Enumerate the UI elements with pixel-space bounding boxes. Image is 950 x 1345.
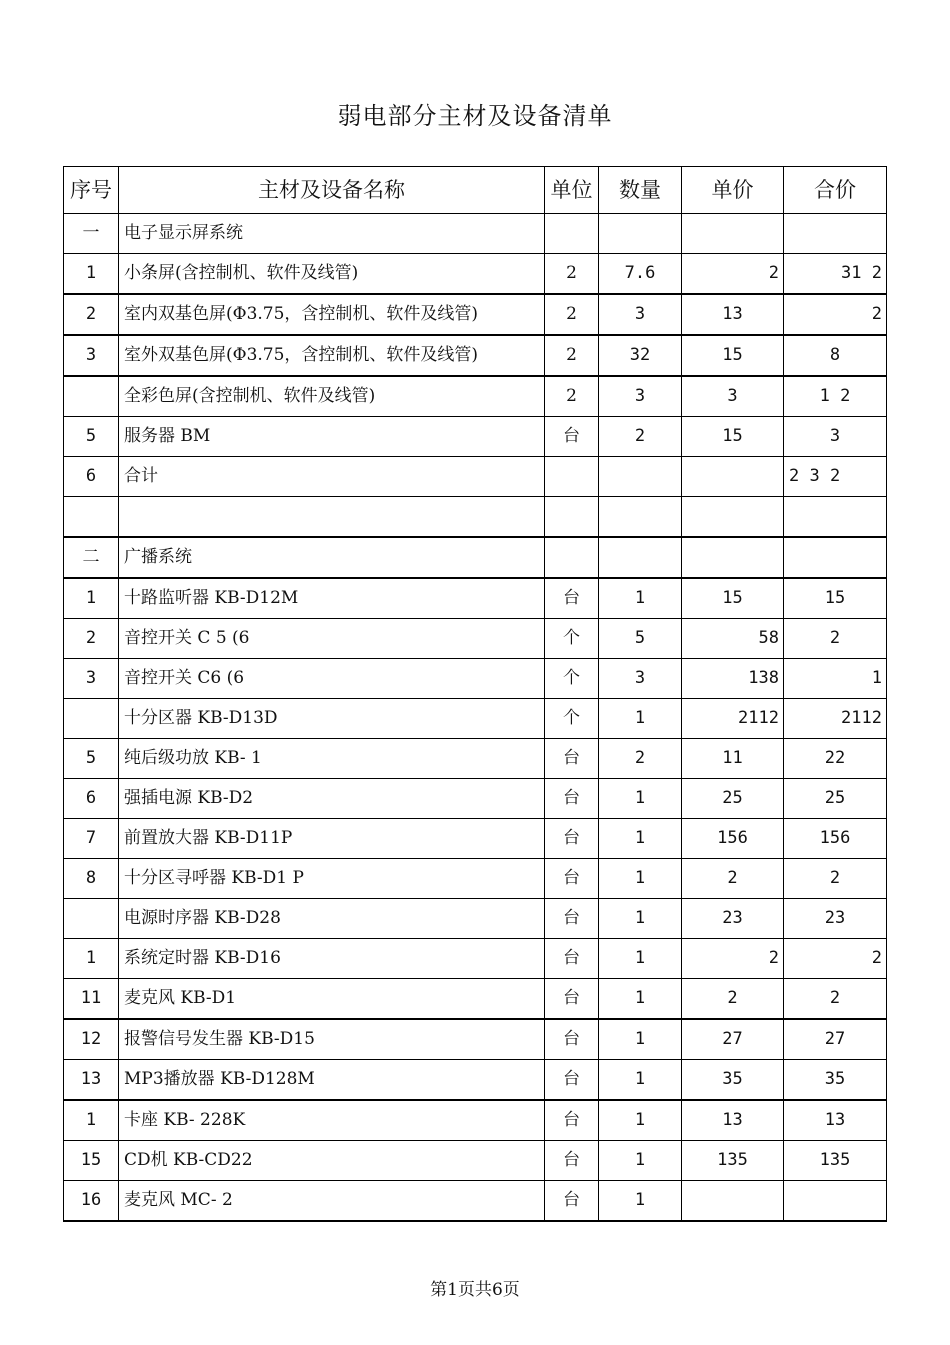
row-unit-price <box>682 497 784 538</box>
table-row <box>64 457 887 497</box>
row-quantity: 1 <box>599 1181 682 1222</box>
table-row <box>64 859 887 899</box>
row-unit-price: 135 <box>682 1141 784 1181</box>
row-total-price: 3 <box>784 417 887 457</box>
row-name: 广播系统 <box>119 537 545 578</box>
row-unit-price: 2 <box>682 254 784 295</box>
row-unit-price: 13 <box>682 1100 784 1141</box>
row-unit: 台 <box>545 979 599 1020</box>
row-unit-price: 15 <box>682 578 784 619</box>
table-row <box>64 254 887 295</box>
header-unit: 单位 <box>545 167 599 214</box>
row-quantity: 1 <box>599 939 682 979</box>
row-unit-price: 11 <box>682 739 784 779</box>
row-total-price: 27 <box>784 1019 887 1060</box>
row-unit-price: 138 <box>682 659 784 699</box>
row-unit-price: 2 <box>682 979 784 1020</box>
row-name: 强插电源 KB-D2 <box>119 779 545 819</box>
row-index: 6 <box>64 457 119 497</box>
row-unit-price <box>682 1181 784 1222</box>
row-index: 5 <box>64 739 119 779</box>
row-unit-price: 15 <box>682 335 784 376</box>
row-unit <box>545 214 599 254</box>
row-total-price: 2112 <box>784 699 887 739</box>
page-title: 弱电部分主材及设备清单 <box>337 102 613 130</box>
row-unit: 台 <box>545 939 599 979</box>
row-total-price <box>784 497 887 538</box>
row-index: 12 <box>64 1019 119 1060</box>
row-quantity <box>599 457 682 497</box>
row-name: 系统定时器 KB-D16 <box>119 939 545 979</box>
table-row <box>64 699 887 739</box>
row-quantity: 1 <box>599 1141 682 1181</box>
row-quantity: 1 <box>599 699 682 739</box>
table-row <box>64 739 887 779</box>
row-unit-price <box>682 214 784 254</box>
table-row <box>64 779 887 819</box>
equipment-table <box>63 166 887 1222</box>
row-index: 16 <box>64 1181 119 1222</box>
row-index: 1 <box>64 254 119 295</box>
row-index: 13 <box>64 1060 119 1101</box>
row-total-price: 8 <box>784 335 887 376</box>
row-unit-price <box>682 457 784 497</box>
row-total-price: 1 2 <box>784 376 887 417</box>
row-name: 十分区器 KB-D13D <box>119 699 545 739</box>
row-unit: 2 <box>545 376 599 417</box>
row-name: 报警信号发生器 KB-D15 <box>119 1019 545 1060</box>
row-unit: 台 <box>545 779 599 819</box>
row-name: 卡座 KB- 228K <box>119 1100 545 1141</box>
row-name: 十路监听器 KB-D12M <box>119 578 545 619</box>
table-row <box>64 578 887 619</box>
row-quantity: 1 <box>599 979 682 1020</box>
row-name: 音控开关 C 5 (6 <box>119 619 545 659</box>
row-unit-price: 25 <box>682 779 784 819</box>
header-quantity: 数量 <box>599 167 682 214</box>
row-unit: 台 <box>545 1181 599 1222</box>
row-total-price: 2 <box>784 979 887 1020</box>
row-total-price: 15 <box>784 578 887 619</box>
row-quantity: 7.6 <box>599 254 682 295</box>
row-unit-price: 2112 <box>682 699 784 739</box>
row-total-price <box>784 214 887 254</box>
row-unit: 台 <box>545 819 599 859</box>
row-total-price: 13 <box>784 1100 887 1141</box>
table-row <box>64 1019 887 1060</box>
page-footer: 第1页共6页 <box>430 1280 520 1300</box>
row-index: 7 <box>64 819 119 859</box>
row-name: 麦克风 MC- 2 <box>119 1181 545 1222</box>
header-unit-price: 单价 <box>682 167 784 214</box>
table-row <box>64 659 887 699</box>
row-quantity: 5 <box>599 619 682 659</box>
row-quantity <box>599 214 682 254</box>
row-index <box>64 497 119 538</box>
row-unit <box>545 457 599 497</box>
row-unit: 台 <box>545 1141 599 1181</box>
table-row <box>64 376 887 417</box>
row-unit: 个 <box>545 659 599 699</box>
row-total-price <box>784 537 887 578</box>
row-quantity: 3 <box>599 659 682 699</box>
row-unit: 台 <box>545 1060 599 1101</box>
table-row <box>64 899 887 939</box>
row-unit-price: 58 <box>682 619 784 659</box>
table-body <box>64 214 887 1222</box>
table-row <box>64 497 887 538</box>
row-total-price <box>784 1181 887 1222</box>
header-index: 序号 <box>64 167 119 214</box>
row-quantity: 2 <box>599 417 682 457</box>
table-row <box>64 1181 887 1222</box>
row-quantity <box>599 537 682 578</box>
table-row <box>64 417 887 457</box>
row-name: 麦克风 KB-D1 <box>119 979 545 1020</box>
row-unit: 台 <box>545 899 599 939</box>
row-name: 小条屏(含控制机、软件及线管) <box>119 254 545 295</box>
row-unit <box>545 537 599 578</box>
row-unit-price: 23 <box>682 899 784 939</box>
row-index: 3 <box>64 659 119 699</box>
row-unit: 个 <box>545 699 599 739</box>
row-total-price: 22 <box>784 739 887 779</box>
row-name: 电子显示屏系统 <box>119 214 545 254</box>
row-quantity: 1 <box>599 899 682 939</box>
row-total-price: 35 <box>784 1060 887 1101</box>
table-row <box>64 939 887 979</box>
row-unit-price: 156 <box>682 819 784 859</box>
row-index: 11 <box>64 979 119 1020</box>
row-name <box>119 497 545 538</box>
row-unit: 台 <box>545 1019 599 1060</box>
row-name: MP3播放器 KB-D128M <box>119 1060 545 1101</box>
table-row <box>64 1060 887 1101</box>
row-total-price: 156 <box>784 819 887 859</box>
row-index: 1 <box>64 939 119 979</box>
row-quantity: 1 <box>599 1060 682 1101</box>
row-unit: 2 <box>545 254 599 295</box>
table-row <box>64 294 887 335</box>
row-name: 全彩色屏(含控制机、软件及线管) <box>119 376 545 417</box>
row-index: 15 <box>64 1141 119 1181</box>
row-unit-price: 15 <box>682 417 784 457</box>
row-unit-price <box>682 537 784 578</box>
row-index: 二 <box>64 537 119 578</box>
row-unit: 台 <box>545 417 599 457</box>
table-row <box>64 1141 887 1181</box>
row-index: 一 <box>64 214 119 254</box>
row-total-price: 1 <box>784 659 887 699</box>
row-index: 6 <box>64 779 119 819</box>
row-unit-price: 13 <box>682 294 784 335</box>
table-row <box>64 1100 887 1141</box>
row-unit: 台 <box>545 578 599 619</box>
header-total-price: 合价 <box>784 167 887 214</box>
row-name: 纯后级功放 KB- 1 <box>119 739 545 779</box>
table-row <box>64 335 887 376</box>
row-total-price: 2 <box>784 619 887 659</box>
row-unit-price: 2 <box>682 859 784 899</box>
row-quantity <box>599 497 682 538</box>
table-row <box>64 214 887 254</box>
row-name: 音控开关 C6 (6 <box>119 659 545 699</box>
row-name: 十分区寻呼器 KB-D1 P <box>119 859 545 899</box>
row-quantity: 1 <box>599 1019 682 1060</box>
table-row <box>64 819 887 859</box>
row-unit: 台 <box>545 739 599 779</box>
row-name: 电源时序器 KB-D28 <box>119 899 545 939</box>
row-name: CD机 KB-CD22 <box>119 1141 545 1181</box>
row-quantity: 3 <box>599 294 682 335</box>
table-header-row <box>64 167 887 214</box>
row-index: 1 <box>64 1100 119 1141</box>
table-row <box>64 979 887 1020</box>
row-index: 3 <box>64 335 119 376</box>
row-quantity: 1 <box>599 1100 682 1141</box>
row-total-price: 2 <box>784 859 887 899</box>
row-name: 前置放大器 KB-D11P <box>119 819 545 859</box>
row-index: 1 <box>64 578 119 619</box>
row-index <box>64 699 119 739</box>
row-total-price: 31 2 <box>784 254 887 295</box>
row-unit: 台 <box>545 1100 599 1141</box>
row-unit: 台 <box>545 859 599 899</box>
row-quantity: 2 <box>599 739 682 779</box>
row-index: 2 <box>64 294 119 335</box>
row-unit <box>545 497 599 538</box>
row-quantity: 32 <box>599 335 682 376</box>
row-quantity: 1 <box>599 779 682 819</box>
row-name: 合计 <box>119 457 545 497</box>
row-unit-price: 2 <box>682 939 784 979</box>
row-unit-price: 3 <box>682 376 784 417</box>
row-unit-price: 35 <box>682 1060 784 1101</box>
row-total-price: 2 3 2 <box>784 457 887 497</box>
row-total-price: 135 <box>784 1141 887 1181</box>
row-index <box>64 899 119 939</box>
row-name: 服务器 BM <box>119 417 545 457</box>
row-quantity: 1 <box>599 859 682 899</box>
row-total-price: 25 <box>784 779 887 819</box>
row-index: 5 <box>64 417 119 457</box>
row-quantity: 3 <box>599 376 682 417</box>
row-unit: 个 <box>545 619 599 659</box>
row-total-price: 23 <box>784 899 887 939</box>
row-index: 2 <box>64 619 119 659</box>
row-name: 室内双基色屏(Φ3.75，含控制机、软件及线管) <box>119 294 545 335</box>
row-total-price: 2 <box>784 294 887 335</box>
row-quantity: 1 <box>599 819 682 859</box>
row-unit: 2 <box>545 294 599 335</box>
row-unit-price: 27 <box>682 1019 784 1060</box>
header-name: 主材及设备名称 <box>119 167 545 214</box>
table-row <box>64 619 887 659</box>
row-total-price: 2 <box>784 939 887 979</box>
row-name: 室外双基色屏(Φ3.75，含控制机、软件及线管) <box>119 335 545 376</box>
table-row <box>64 537 887 578</box>
row-quantity: 1 <box>599 578 682 619</box>
row-index: 8 <box>64 859 119 899</box>
row-index <box>64 376 119 417</box>
row-unit: 2 <box>545 335 599 376</box>
